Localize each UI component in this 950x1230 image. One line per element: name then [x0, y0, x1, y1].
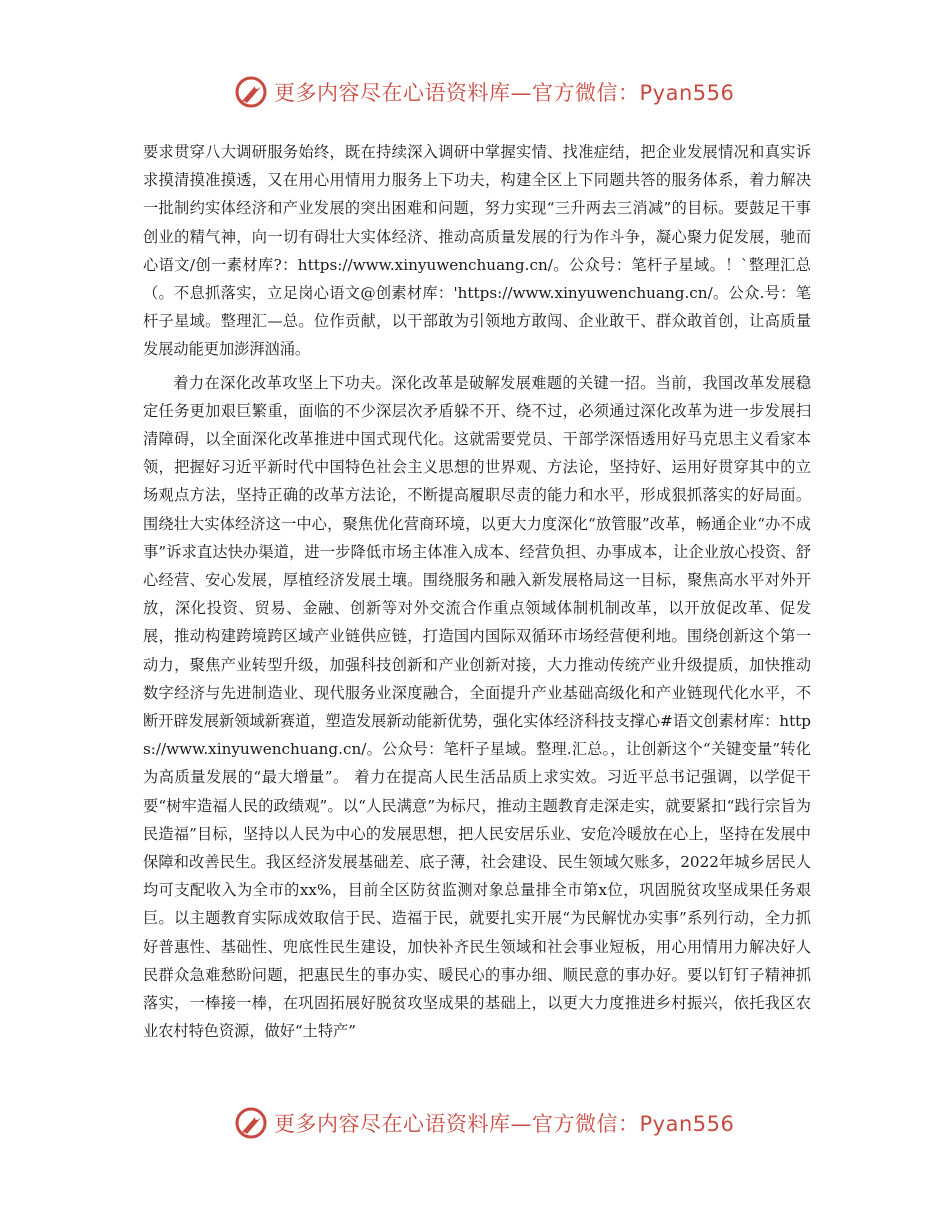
paragraph-1: 要求贯穿八大调研服务始终，既在持续深入调研中掌握实情、找准症结，把企业发展情况和真实诉求摸清摸准摸透，又在用心用情用力服务上下功夫，构建全区上下同题共答的服务体系，着力解决一批制约实体经济和产业发展的突出困难和问题，努力实现“三升两去三消减”的目标。要鼓足干事创业的精气神，向一切有碍壮大实体经济、推动高质量发展的行为作斗争，凝心聚力促发展，驰而心语文/创一素材库?：https://www.xinyuwenchuang.cn/。公众号：笔杆子星域。！`整理汇总（。不息抓落实，立足岗心语文@创素材库：'https://www.xinyuwenchuang.cn/。公众.号：笔杆子星域。整理汇—总。位作贡献，以干部敢为引领地方敢闯、企业敢干、群众敢首创，让高质量发展动能更加澎湃汹涌。 — [143, 143, 811, 359]
document-body — [143, 138, 811, 1046]
pen-nib-logo-icon — [234, 75, 268, 109]
pen-nib-logo-icon — [234, 1106, 268, 1140]
banner-text: 更多内容尽在心语资料库—官方微信：Pyan556 — [274, 1112, 735, 1136]
banner-text: 更多内容尽在心语资料库—官方微信：Pyan556 — [274, 81, 735, 105]
header-banner — [0, 72, 950, 112]
footer-banner — [0, 1103, 950, 1143]
paragraph-2: 着力在深化改革攻坚上下功夫。深化改革是破解发展难题的关键一招。当前，我国改革发展稳定任务更加艰巨繁重，面临的不少深层次矛盾躲不开、绕不过，必须通过深化改革为进一步发展扫清障碍，以全面深化改革推进中国式现代化。这就需要党员、干部学深悟透用好马克思主义看家本领，把握好习近平新时代中国特色社会主义思想的世界观、方法论，坚持好、运用好贯穿其中的立场观点方法，坚持正确的改革方法论，不断提高履职尽责的能力和水平，形成狠抓落实的好局面。围绕壮大实体经济这一中心，聚焦优化营商环境，以更大力度深化“放管服”改革，畅通企业“办不成事”诉求直达快办渠道，进一步降低市场主体准入成本、经营负担、办事成本，让企业放心投资、舒心经营、安心发展，厚植经济发展土壤。围绕服务和融入新发展格局这一目标，聚焦高水平对外开放，深化投资、贸易、金融、创新等对外交流合作重点领域体制机制改革，以开放促改革、促发展，推动构建跨境跨区域产业链供应链，打造国内国际双循环市场经营便利地。围绕创新这个第一动力，聚焦产业转型升级，加强科技创新和产业创新对接，大力推动传统产业升级提质，加快推动数字经济与先进制造业、现代服务业深度融合，全面提升产业基础高级化和产业链现代化水平，不断开辟发展新领域新赛道，塑造发展新动能新优势，强化实体经济科技支撑心#语文创素材库：https://www.xinyuwenchuang.cn/。公众号：笔杆子星域。整理.汇总。，让创新这个“关键变量”转化为高质量发展的“最大增量”。 着力在提高人民生活品质上求实效。习近平总书记强调，以学促干要“树牢造福人民的政绩观”。以“人民满意”为标尺，推动主题教育走深走实，就要紧扣“践行宗旨为民造福”目标，坚持以人民为中心的发展思想，把人民安居乐业、安危冷暖放在心上，坚持在发展中保障和改善民生。我区经济发展基础差、底子薄，社会建设、民生领域欠账多，2022年城乡居民人均可支配收入为全市的xx%，目前全区防贫监测对象总量排全市第x位，巩固脱贫攻坚成果任务艰巨。以主题教育实际成效取信于民、造福于民，就要扎实开展“为民解忧办实事”系列行动，全力抓好普惠性、基础性、兜底性民生建设，加快补齐民生领域和社会事业短板，用心用情用力解决好人民群众急难愁盼问题，把惠民生的事办实、暖民心的事办细、顺民意的事办好。要以钉钉子精神抓落实，一棒接一棒，在巩固拓展好脱贫攻坚成果的基础上，以更大力度推进乡村振兴，依托我区农业农村特色资源，做好“土特产” — [143, 373, 811, 1041]
